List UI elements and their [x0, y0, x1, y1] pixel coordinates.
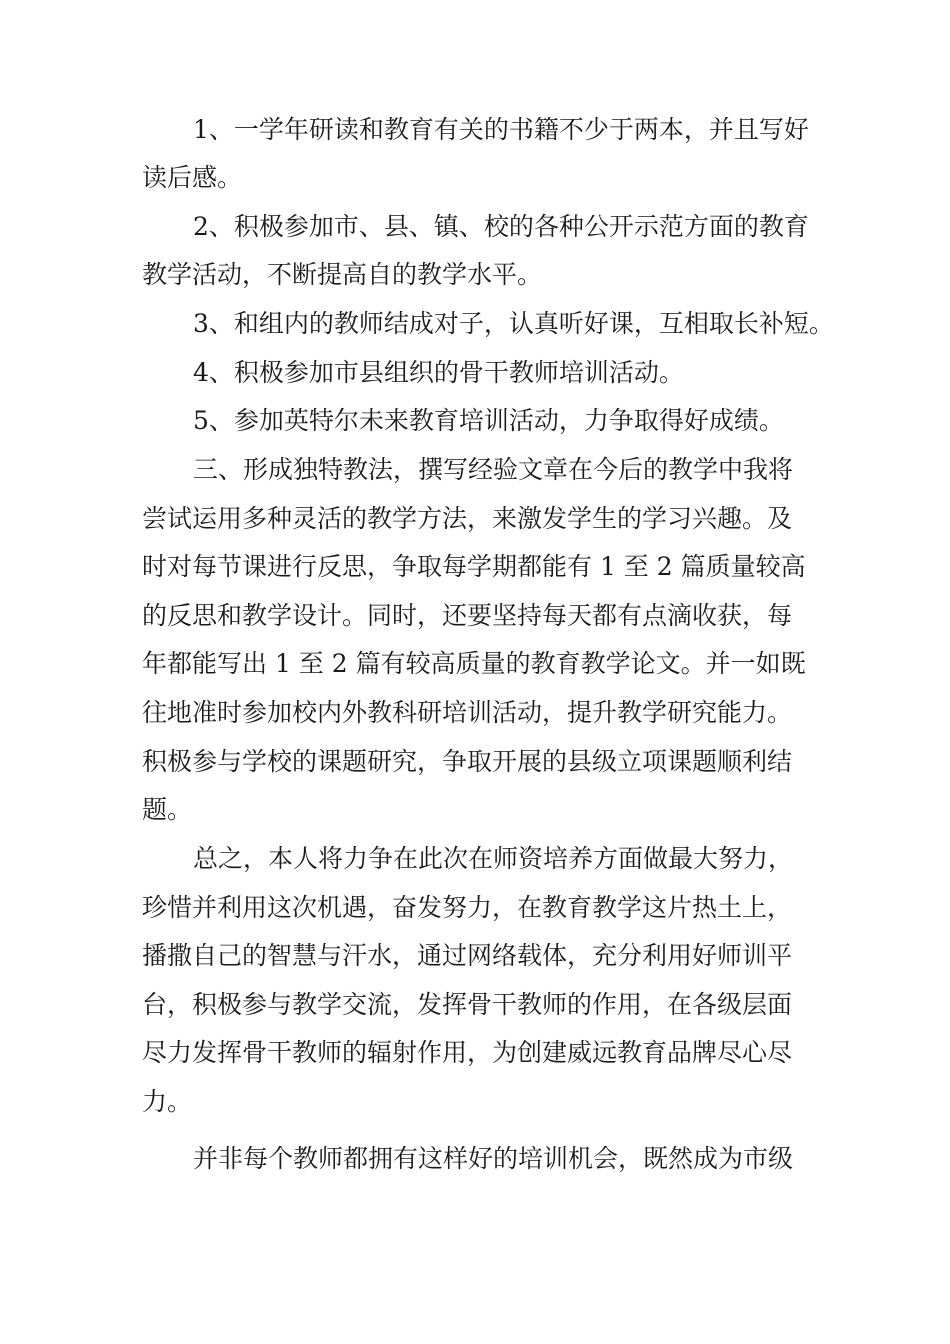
text-line-3: 2、积极参加市、县、镇、校的各种公开示范方面的教育 — [193, 212, 809, 241]
text-line-9: 尝试运用多种灵活的教学方法，来激发学生的学习兴趣。及 — [142, 504, 793, 533]
text-line-11: 的反思和教学设计。同时，还要坚持每天都有点滴收获，每 — [142, 601, 793, 630]
text-line-7: 5、参加英特尔未来教育培训活动，力争取得好成绩。 — [193, 406, 784, 435]
text-line-2: 读后感。 — [142, 163, 243, 192]
text-line-5: 3、和组内的教师结成对子，认真听好课，互相取长补短。 — [193, 309, 834, 338]
text-line-20: 尽力发挥骨干教师的辐射作用，为创建威远教育品牌尽心尽 — [142, 1038, 793, 1067]
text-line-6: 4、积极参加市县组织的骨干教师培训活动。 — [193, 358, 684, 387]
text-line-8: 三、形成独特教法，撰写经验文章在今后的教学中我将 — [193, 455, 794, 484]
text-line-12: 年都能写出 1 至 2 篇有较高质量的教育教学论文。并一如既 — [142, 649, 806, 678]
text-line-13: 往地准时参加校内外教科研培训活动，提升教学研究能力。 — [142, 698, 793, 727]
text-line-22: 并非每个教师都拥有这样好的培训机会，既然成为市级 — [193, 1144, 794, 1173]
text-line-1: 1、一学年研读和教育有关的书籍不少于两本，并且写好 — [193, 115, 809, 144]
text-line-21: 力。 — [142, 1087, 193, 1116]
text-line-18: 播撒自己的智慧与汗水，通过网络载体，充分利用好师训平 — [142, 941, 793, 970]
text-line-15: 题。 — [142, 795, 193, 824]
text-line-4: 教学活动，不断提高自的教学水平。 — [142, 260, 543, 289]
text-line-19: 台，积极参与教学交流，发挥骨干教师的作用，在各级层面 — [142, 990, 793, 1019]
text-line-17: 珍惜并利用这次机遇，奋发努力，在教育教学这片热土上， — [142, 893, 793, 922]
text-line-16: 总之，本人将力争在此次在师资培养方面做最大努力， — [193, 844, 794, 873]
text-line-14: 积极参与学校的课题研究，争取开展的县级立项课题顺利结 — [142, 747, 793, 776]
text-line-10: 时对每节课进行反思，争取每学期都能有 1 至 2 篇质量较高 — [142, 552, 806, 581]
